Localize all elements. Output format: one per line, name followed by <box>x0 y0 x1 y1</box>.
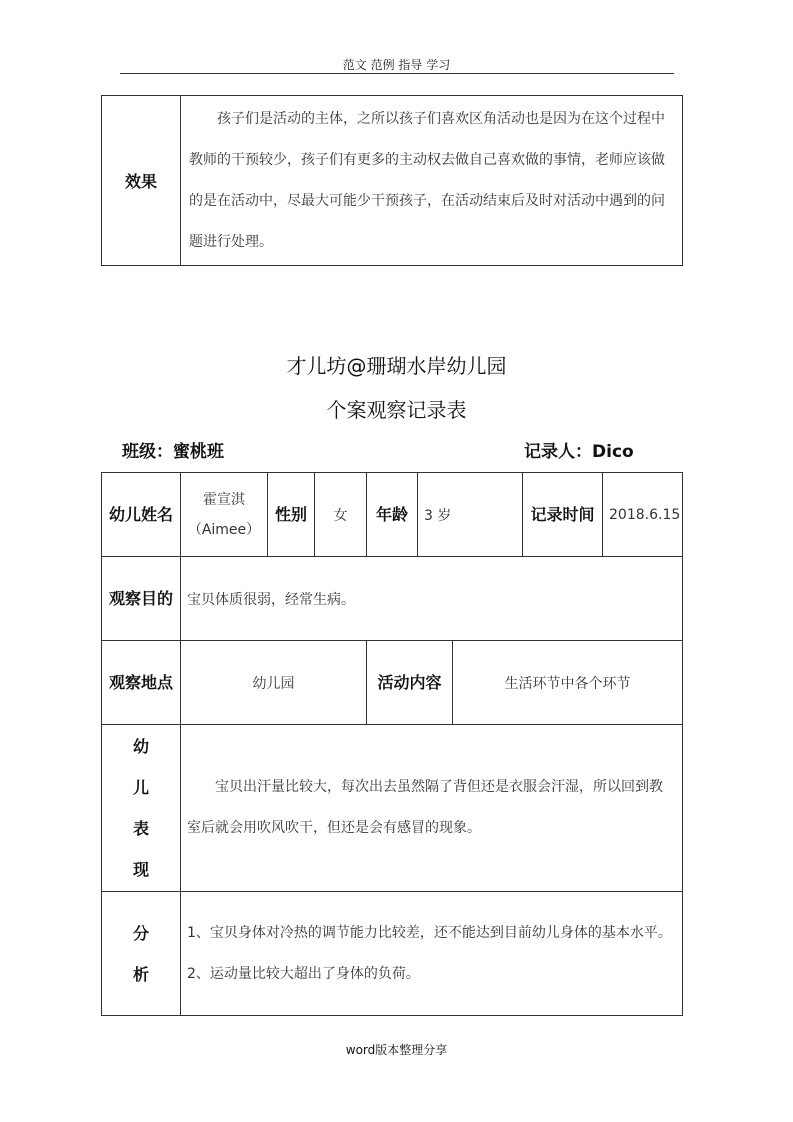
purpose-value: 宝贝体质很弱，经常生病。 <box>181 557 683 641</box>
header-rule <box>120 73 674 74</box>
recorder-label: 记录人：Dico <box>524 442 634 462</box>
analysis-item-2: 2、运动量比较大超出了身体的负荷。 <box>187 965 420 982</box>
name-label: 幼儿姓名 <box>102 473 181 557</box>
name-value <box>181 473 268 557</box>
date-label: 记录时间 <box>523 473 603 557</box>
effect-text: 孩子们是活动的主体，之所以孩子们喜欢区角活动也是因为在这个过程中教师的干预较少，孩子们有更多的主动权去做自己喜欢做的事情，老师应该做的是在活动中，尽最大可能少干预孩子，在活动结束后及时对活动中遇到的问题进行处理。 <box>181 96 683 266</box>
class-label: 班级：蜜桃班 <box>122 442 224 462</box>
gender-value: 女 <box>315 473 367 557</box>
gender-label: 性别 <box>268 473 315 557</box>
behavior-value: 宝贝出汗量比较大，每次出去虽然隔了背但还是衣服会汗湿，所以回到教室后就会用吹风吹干，但还是会有感冒的现象。 <box>181 725 683 892</box>
activity-label: 活动内容 <box>367 641 453 725</box>
activity-value: 生活环节中各个环节 <box>453 641 683 725</box>
age-label: 年龄 <box>367 473 418 557</box>
analysis-value <box>181 892 683 1016</box>
effect-table <box>101 95 683 266</box>
date-value: 2018.6.15 <box>603 473 683 557</box>
age-value: 3 岁 <box>418 473 523 557</box>
observation-table <box>101 472 683 1016</box>
place-value: 幼儿园 <box>181 641 367 725</box>
analysis-item-1: 1、宝贝身体对冷热的调节能力比较差，还不能达到目前幼儿身体的基本水平。 <box>187 924 672 941</box>
school-title: 才儿坊@珊瑚水岸幼儿园 <box>286 354 507 378</box>
form-title: 个案观察记录表 <box>326 398 467 422</box>
analysis-label: 分析 <box>102 892 181 1016</box>
page-footer: word版本整理分享 <box>345 1043 448 1057</box>
name-value-cn: 霍宣淇 <box>203 491 245 508</box>
page-header: 范文 范例 指导 学习 <box>342 58 451 72</box>
name-value-en: （Aimee） <box>187 521 261 538</box>
effect-label: 效果 <box>102 96 181 266</box>
place-label: 观察地点 <box>102 641 181 725</box>
purpose-label: 观察目的 <box>102 557 181 641</box>
behavior-label: 幼儿表现 <box>102 725 181 892</box>
